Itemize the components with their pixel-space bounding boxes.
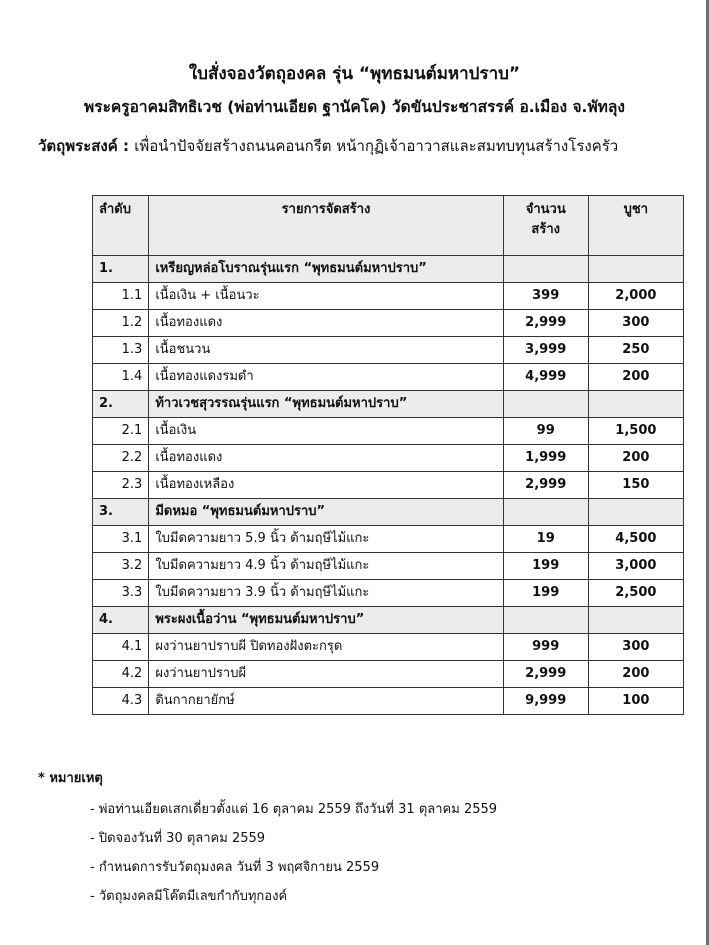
row-price: 200 xyxy=(588,661,683,688)
group-title: มีดหมอ “พุทธมนต์มหาปราบ” xyxy=(149,499,503,526)
row-no: 2.3 xyxy=(93,472,149,499)
row-qty: 2,999 xyxy=(503,661,588,688)
row-qty: 9,999 xyxy=(503,688,588,715)
row-item: เนื้อชนวน xyxy=(149,337,503,364)
notes-section xyxy=(38,767,497,914)
row-no: 1.1 xyxy=(93,283,149,310)
row-qty: 99 xyxy=(503,418,588,445)
group-title: เหรียญหล่อโบราณรุ่นแรก “พุทธมนต์มหาปราบ” xyxy=(149,256,503,283)
note-item: - พ่อท่านเอียดเสกเดี่ยวตั้งแต่ 16 ตุลาคม 2559 ถึงวันที่ 31 ตุลาคม 2559 xyxy=(90,802,498,817)
group-no: 4. xyxy=(93,607,149,634)
document-title: ใบสั่งจองวัตถุองคล รุ่น “พุทธมนต์มหาปราบ” xyxy=(188,64,521,84)
document-subtitle: พระครูอาคมสิทธิเวช (พ่อท่านเอียด ฐานัคโค) วัดขันประชาสรรค์ อ.เมือง จ.พัทลุง xyxy=(84,98,625,116)
column-header-item: รายการจัดสร้าง xyxy=(149,196,503,256)
row-item: เนื้อทองแดงรมดำ xyxy=(149,364,503,391)
row-no: 4.2 xyxy=(93,661,149,688)
row-item: ใบมีดความยาว 4.9 นิ้ว ด้ามฤษีไม้แกะ xyxy=(149,553,503,580)
row-no: 2.1 xyxy=(93,418,149,445)
table-row xyxy=(93,364,684,391)
purpose-label: วัตถุพระสงค์ : xyxy=(38,137,129,155)
row-item: เนื้อเงิน + เนื้อนวะ xyxy=(149,283,503,310)
table-row xyxy=(93,337,684,364)
row-no: 1.4 xyxy=(93,364,149,391)
table-row xyxy=(93,553,684,580)
row-item: ดินกากยายักษ์ xyxy=(149,688,503,715)
row-no: 3.3 xyxy=(93,580,149,607)
row-qty: 199 xyxy=(503,580,588,607)
column-header-no: ลำดับ xyxy=(93,196,149,256)
row-item: ใบมีดความยาว 5.9 นิ้ว ด้ามฤษีไม้แกะ xyxy=(149,526,503,553)
table-row xyxy=(93,526,684,553)
row-qty: 2,999 xyxy=(503,472,588,499)
table-row xyxy=(93,580,684,607)
table-row xyxy=(93,661,684,688)
group-row xyxy=(93,607,684,634)
table-row xyxy=(93,283,684,310)
row-qty: 2,999 xyxy=(503,310,588,337)
table-header-row xyxy=(93,196,684,256)
row-item: เนื้อทองแดง xyxy=(149,310,503,337)
row-no: 2.2 xyxy=(93,445,149,472)
row-item: เนื้อทองเหลือง xyxy=(149,472,503,499)
row-price: 4,500 xyxy=(588,526,683,553)
row-no: 3.2 xyxy=(93,553,149,580)
row-qty: 4,999 xyxy=(503,364,588,391)
row-price: 2,000 xyxy=(588,283,683,310)
row-price: 150 xyxy=(588,472,683,499)
note-item: - ปิดจองวันที่ 30 ตุลาคม 2559 xyxy=(90,831,266,846)
row-price: 200 xyxy=(588,445,683,472)
row-price: 2,500 xyxy=(588,580,683,607)
group-row xyxy=(93,499,684,526)
row-price: 250 xyxy=(588,337,683,364)
row-item: เนื้อเงิน xyxy=(149,418,503,445)
row-no: 1.3 xyxy=(93,337,149,364)
group-title: ท้าวเวชสุวรรณรุ่นแรก “พุทธมนต์มหาปราบ” xyxy=(149,391,503,418)
notes-title: * หมายเหตุ xyxy=(38,771,103,786)
group-no: 1. xyxy=(93,256,149,283)
row-qty: 3,999 xyxy=(503,337,588,364)
row-price: 1,500 xyxy=(588,418,683,445)
group-title: พระผงเนื้อว่าน “พุทธมนต์มหาปราบ” xyxy=(149,607,503,634)
group-no: 3. xyxy=(93,499,149,526)
row-item: ใบมีดความยาว 3.9 นิ้ว ด้ามฤษีไม้แกะ xyxy=(149,580,503,607)
table-row xyxy=(93,445,684,472)
note-item: - วัตถุมงคลมีโค๊ตมีเลขกำกับทุกองค์ xyxy=(90,889,288,904)
table-row xyxy=(93,634,684,661)
table-row xyxy=(93,418,684,445)
row-no: 3.1 xyxy=(93,526,149,553)
row-qty: 999 xyxy=(503,634,588,661)
row-price: 100 xyxy=(588,688,683,715)
row-qty: 199 xyxy=(503,553,588,580)
row-no: 4.1 xyxy=(93,634,149,661)
column-header-price: บูชา xyxy=(588,196,683,256)
group-no: 2. xyxy=(93,391,149,418)
row-item: ผงว่านยาปราบผี xyxy=(149,661,503,688)
column-header-qty: จำนวน สร้าง xyxy=(503,196,588,256)
row-price: 300 xyxy=(588,310,683,337)
row-no: 1.2 xyxy=(93,310,149,337)
table-row xyxy=(93,472,684,499)
items-table xyxy=(92,195,684,715)
row-price: 300 xyxy=(588,634,683,661)
group-row xyxy=(93,256,684,283)
purpose-text: เพื่อนำปัจจัยสร้างถนนคอนกรีต หน้ากุฏิเจ้าอาวาสและสมทบทุนสร้างโรงครัว xyxy=(134,137,619,155)
group-row xyxy=(93,391,684,418)
row-item: ผงว่านยาปราบผี ปิดทองฝังตะกรุด xyxy=(149,634,503,661)
table-row xyxy=(93,310,684,337)
table-row xyxy=(93,688,684,715)
note-item: - กำหนดการรับวัตถุมงคล วันที่ 3 พฤศจิกายน 2559 xyxy=(90,860,380,875)
row-price: 200 xyxy=(588,364,683,391)
notes-list xyxy=(38,798,497,914)
row-qty: 19 xyxy=(503,526,588,553)
row-qty: 399 xyxy=(503,283,588,310)
row-item: เนื้อทองแดง xyxy=(149,445,503,472)
row-qty: 1,999 xyxy=(503,445,588,472)
row-no: 4.3 xyxy=(93,688,149,715)
purpose-line xyxy=(38,134,708,158)
row-price: 3,000 xyxy=(588,553,683,580)
